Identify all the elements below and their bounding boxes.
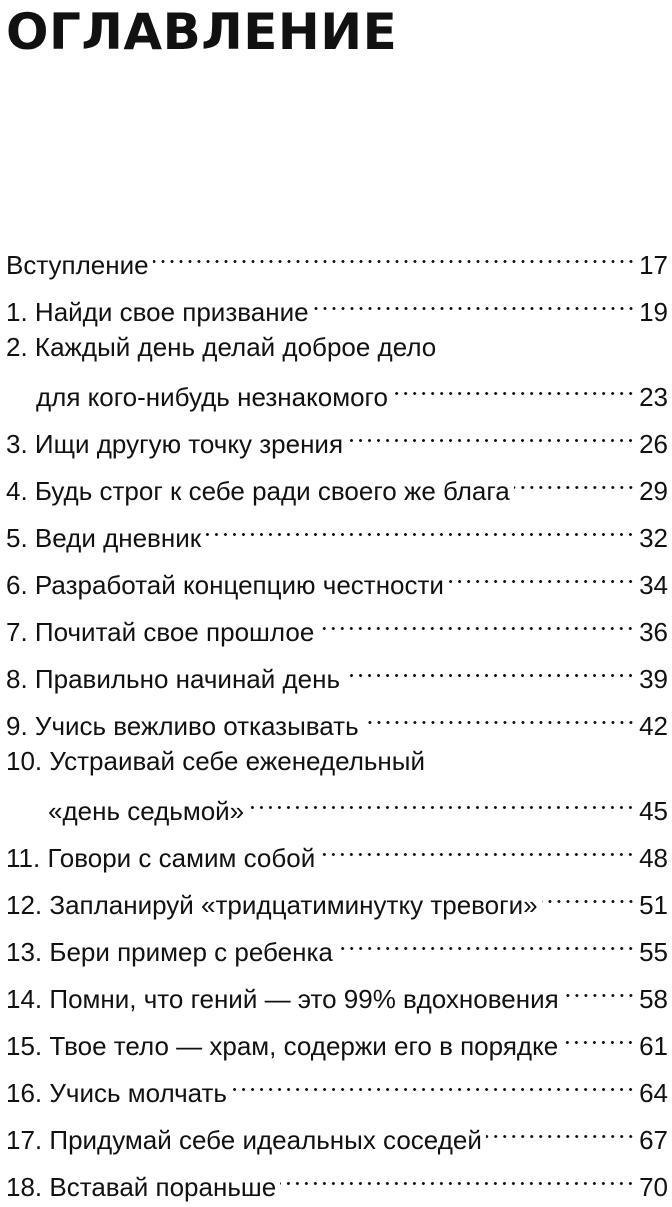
toc-entry[interactable]	[6, 1062, 668, 1108]
toc-entry-number: 4.	[6, 476, 35, 506]
toc-entry-title: Правильно начинай день	[34, 664, 341, 694]
toc-page-number: 64	[639, 1078, 668, 1108]
dot-leader	[363, 695, 635, 735]
page-title: ОГЛАВЛЕНИЕ	[6, 3, 398, 61]
toc-entry-title: Запланируй «тридцатиминутку тревоги»	[49, 890, 538, 920]
toc-page-number: 67	[639, 1125, 668, 1155]
toc-line	[6, 921, 668, 967]
toc-entry-number: 18.	[6, 1172, 50, 1202]
dot-leader	[347, 413, 635, 453]
dot-leader	[153, 234, 635, 274]
toc-entry-title: Ищи другую точку зрения	[34, 429, 344, 459]
toc-entry-number: 10.	[6, 746, 50, 776]
toc-entry-title: для кого-нибудь незнакомого	[36, 382, 388, 412]
toc-entry-title: Будь строг к себе ради своего же блага	[34, 476, 510, 506]
toc-entry-title: Придумай себе идеальных соседей	[49, 1125, 482, 1155]
dot-leader	[313, 281, 636, 321]
toc-page-number: 34	[639, 570, 668, 600]
toc-entry-title: Устраивай себе еженедельный	[49, 746, 426, 776]
toc-line	[6, 742, 668, 780]
toc-entry[interactable]	[6, 921, 668, 967]
toc-line	[6, 695, 668, 741]
toc-page-number: 36	[639, 617, 668, 647]
dot-leader	[514, 460, 635, 500]
dot-leader	[205, 507, 635, 547]
toc-page-number: 42	[639, 711, 668, 741]
toc-entry[interactable]	[6, 968, 668, 1014]
toc-entry[interactable]	[6, 1156, 668, 1202]
toc-entry-title: Помни, что гений — это 99% вдохновения	[49, 984, 559, 1014]
toc-entry[interactable]	[6, 874, 668, 920]
toc-entry-number: 2.	[6, 332, 35, 362]
toc-entry-number: 14.	[6, 984, 50, 1014]
toc-line	[6, 968, 668, 1014]
toc-line	[6, 874, 668, 920]
toc-entry-title: Бери пример с ребенка	[49, 937, 333, 967]
toc-entry-number: 3.	[6, 429, 35, 459]
toc-line	[6, 281, 668, 327]
toc-entry-number: 1.	[6, 297, 35, 327]
toc-entry-number: 13.	[6, 937, 50, 967]
dot-leader	[344, 648, 635, 688]
toc-entry[interactable]	[6, 328, 668, 412]
toc-entry-title: «день седьмой»	[48, 796, 245, 826]
toc-line	[6, 601, 668, 647]
toc-entry[interactable]	[6, 1015, 668, 1061]
dot-leader	[563, 968, 635, 1008]
toc-entry[interactable]	[6, 507, 668, 553]
toc-page-number: 45	[639, 796, 668, 826]
toc-page-number: 17	[639, 250, 668, 280]
toc-entry[interactable]	[6, 827, 668, 873]
toc-entry-title: Говори с самим собой	[47, 843, 316, 873]
toc-entry-number: 7.	[6, 617, 35, 647]
toc-entry-number: 9.	[6, 711, 35, 741]
toc-line	[6, 648, 668, 694]
toc-line	[6, 460, 668, 506]
toc-entry-number: 6.	[6, 570, 35, 600]
toc-page-number: 19	[639, 297, 668, 327]
toc-entry-title: Вступление	[6, 250, 149, 280]
dot-leader	[448, 554, 635, 594]
dot-leader	[562, 1015, 635, 1055]
toc-entry-title: Веди дневник	[34, 523, 202, 553]
toc-entry-title: Вставай пораньше	[49, 1172, 277, 1202]
toc-entry-number: 16.	[6, 1078, 50, 1108]
toc-page-number: 58	[639, 984, 668, 1014]
dot-leader	[542, 874, 635, 914]
toc-line	[6, 1015, 668, 1061]
toc-page-number: 61	[639, 1031, 668, 1061]
toc-page-number: 32	[639, 523, 668, 553]
dot-leader	[486, 1109, 635, 1149]
toc-line	[6, 780, 668, 826]
toc-page-number: 51	[639, 890, 668, 920]
toc-page-number: 39	[639, 664, 668, 694]
toc-line	[6, 827, 668, 873]
toc-entry[interactable]	[6, 601, 668, 647]
toc-page-number: 26	[639, 429, 668, 459]
toc-page-number: 48	[639, 843, 668, 873]
toc-entry[interactable]	[6, 648, 668, 694]
dot-leader	[392, 366, 635, 406]
toc-page-number: 29	[639, 476, 668, 506]
toc-entry-title: Почитай свое прошлое	[34, 617, 315, 647]
toc-line	[6, 328, 668, 366]
toc-entry[interactable]	[6, 554, 668, 600]
toc-page-number: 23	[639, 382, 668, 412]
toc-entry-title: Найди свое призвание	[34, 297, 309, 327]
toc-entry-number: 8.	[6, 664, 35, 694]
toc-entry-title: Учись вежливо отказывать	[34, 711, 359, 741]
toc-entry-number: 5.	[6, 523, 35, 553]
dot-leader	[231, 1062, 635, 1102]
dot-leader	[319, 827, 635, 867]
toc-entry[interactable]	[6, 413, 668, 459]
toc-entry-title: Твое тело — храм, содержи его в порядке	[49, 1031, 559, 1061]
toc-line	[6, 366, 668, 412]
toc-entry[interactable]	[6, 742, 668, 826]
toc-entry-title: Учись молчать	[49, 1078, 227, 1108]
toc-line	[6, 234, 668, 280]
dot-leader	[248, 780, 635, 820]
toc-entry-title: Разработай концепцию честности	[34, 570, 444, 600]
toc-entry-number: 12.	[6, 890, 50, 920]
toc-entry-number: 17.	[6, 1125, 50, 1155]
dot-leader	[318, 601, 635, 641]
toc-line	[6, 413, 668, 459]
toc-page-number: 70	[639, 1172, 668, 1202]
toc-entry[interactable]	[6, 1109, 668, 1155]
toc-entry[interactable]	[6, 695, 668, 741]
toc-entry[interactable]	[6, 281, 668, 327]
toc-line	[6, 1156, 668, 1202]
toc-line	[6, 507, 668, 553]
toc-entry-number: 11.	[6, 843, 48, 873]
toc-line	[6, 1062, 668, 1108]
toc-entry[interactable]	[6, 234, 668, 280]
dot-leader	[280, 1156, 635, 1196]
toc-entry[interactable]	[6, 460, 668, 506]
toc-entry-title: Каждый день делай доброе дело	[34, 332, 437, 362]
toc-line	[6, 554, 668, 600]
dot-leader	[337, 921, 635, 961]
toc-entry-number: 15.	[6, 1031, 50, 1061]
toc-page-number: 55	[639, 937, 668, 967]
toc-line	[6, 1109, 668, 1155]
